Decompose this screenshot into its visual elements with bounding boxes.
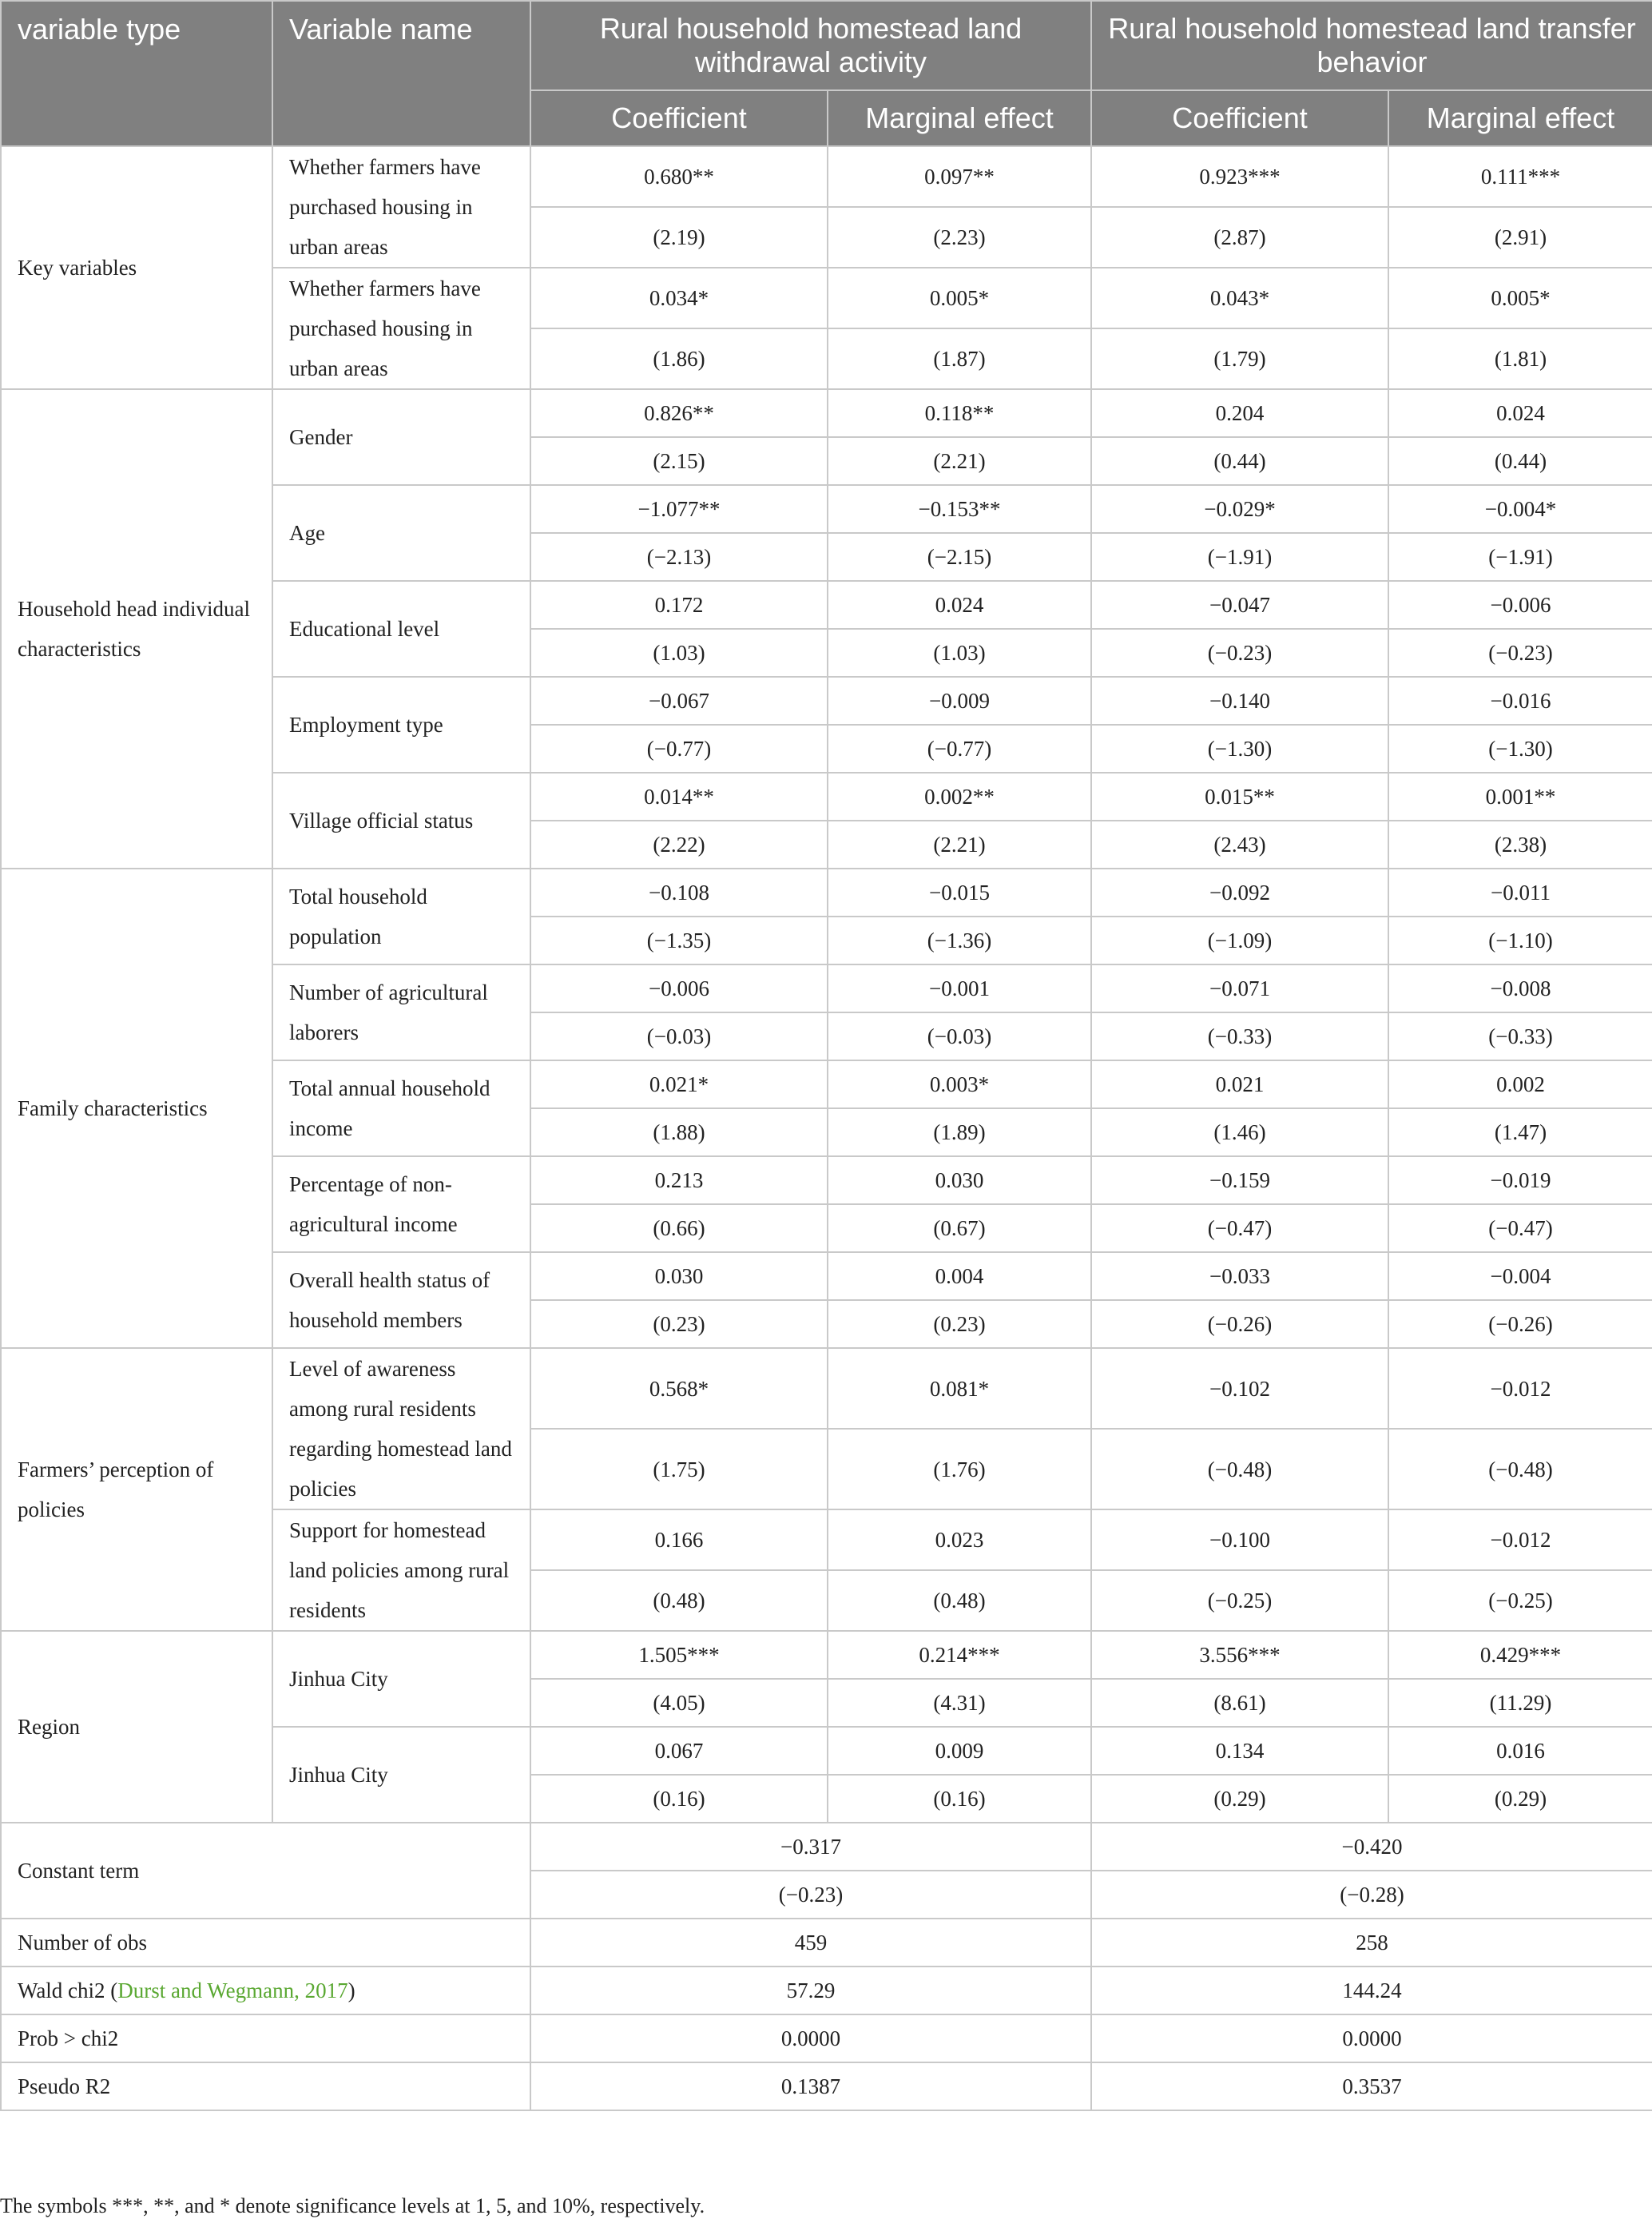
estimate-cell: −0.100 — [1091, 1509, 1388, 1570]
t-statistic-cell: (1.75) — [530, 1429, 828, 1509]
estimate-cell: −0.012 — [1388, 1509, 1652, 1570]
t-statistic-cell: (1.03) — [828, 629, 1091, 677]
t-statistic-cell: (−0.33) — [1091, 1012, 1388, 1060]
estimate-cell: −0.153** — [828, 485, 1091, 533]
estimate-cell: 0.024 — [828, 581, 1091, 629]
variable-name-cell: Whether farmers have purchased housing in urban areas — [272, 268, 530, 389]
t-statistic-cell: (2.43) — [1091, 821, 1388, 869]
constant-t-cell: (−0.23) — [530, 1871, 1091, 1919]
variable-name-cell: Age — [272, 485, 530, 581]
estimate-cell: 0.204 — [1091, 389, 1388, 437]
estimate-cell: −0.004* — [1388, 485, 1652, 533]
estimate-cell: −0.006 — [530, 964, 828, 1012]
stat-value-cell: 0.0000 — [530, 2014, 1091, 2062]
estimate-cell: 0.034* — [530, 268, 828, 328]
estimate-cell: 0.118** — [828, 389, 1091, 437]
table-row — [1, 1919, 1652, 1967]
estimate-cell: 0.001** — [1388, 773, 1652, 821]
variable-name-cell: Percentage of non-agricultural income — [272, 1156, 530, 1252]
t-statistic-cell: (1.86) — [530, 328, 828, 389]
t-statistic-cell: (−1.30) — [1091, 725, 1388, 773]
t-statistic-cell: (−1.91) — [1388, 533, 1652, 581]
estimate-cell: −0.004 — [1388, 1252, 1652, 1300]
variable-type-cell: Household head individual characteristics — [1, 389, 272, 869]
variable-name-cell: Total annual household income — [272, 1060, 530, 1156]
t-statistic-cell: (−0.25) — [1388, 1570, 1652, 1631]
estimate-cell: 0.009 — [828, 1727, 1091, 1775]
stat-label-cell: Wald chi2 (Durst and Wegmann, 2017) — [1, 1967, 530, 2014]
stat-label: Number of obs — [18, 1931, 147, 1955]
variable-name-cell: Village official status — [272, 773, 530, 869]
estimate-cell: −0.001 — [828, 964, 1091, 1012]
t-statistic-cell: (−2.15) — [828, 533, 1091, 581]
t-statistic-cell: (0.66) — [530, 1204, 828, 1252]
estimate-cell: 3.556*** — [1091, 1631, 1388, 1679]
estimate-cell: −0.008 — [1388, 964, 1652, 1012]
t-statistic-cell: (−1.09) — [1091, 917, 1388, 964]
table-row — [1, 869, 1652, 917]
t-statistic-cell: (0.23) — [530, 1300, 828, 1348]
stat-label: Pseudo R2 — [18, 2074, 111, 2098]
estimate-cell: 0.826** — [530, 389, 828, 437]
t-statistic-cell: (−0.77) — [530, 725, 828, 773]
t-statistic-cell: (2.15) — [530, 437, 828, 485]
estimate-cell: −0.047 — [1091, 581, 1388, 629]
t-statistic-cell: (−0.23) — [1091, 629, 1388, 677]
header-coefficient: Coefficient — [1091, 90, 1388, 146]
t-statistic-cell: (−0.03) — [530, 1012, 828, 1060]
estimate-cell: 0.214*** — [828, 1631, 1091, 1679]
estimate-cell: 1.505*** — [530, 1631, 828, 1679]
estimate-cell: −0.102 — [1091, 1348, 1388, 1429]
estimate-cell: 0.002 — [1388, 1060, 1652, 1108]
stat-label-cell — [1, 1919, 530, 1967]
estimate-cell: −0.016 — [1388, 677, 1652, 725]
estimate-cell: −0.140 — [1091, 677, 1388, 725]
constant-value-cell: −0.420 — [1091, 1823, 1652, 1871]
stat-label-cell — [1, 2062, 530, 2110]
variable-name-cell: Level of awareness among rural residents regarding homestead land policies — [272, 1348, 530, 1509]
estimate-cell: 0.002** — [828, 773, 1091, 821]
stat-label: Prob > chi2 — [18, 2026, 119, 2050]
estimate-cell: 0.134 — [1091, 1727, 1388, 1775]
variable-type-cell: Key variables — [1, 146, 272, 389]
t-statistic-cell: (0.16) — [530, 1775, 828, 1823]
t-statistic-cell: (0.29) — [1091, 1775, 1388, 1823]
table-footnote: The symbols ***, **, and * denote significance levels at 1, 5, and 10%, respectively. — [0, 2194, 705, 2217]
estimate-cell: 0.067 — [530, 1727, 828, 1775]
estimate-cell: 0.680** — [530, 146, 828, 207]
t-statistic-cell: (0.29) — [1388, 1775, 1652, 1823]
estimate-cell: −0.011 — [1388, 869, 1652, 917]
t-statistic-cell: (1.46) — [1091, 1108, 1388, 1156]
t-statistic-cell: (1.76) — [828, 1429, 1091, 1509]
t-statistic-cell: (1.88) — [530, 1108, 828, 1156]
estimate-cell: −0.067 — [530, 677, 828, 725]
estimate-cell: −0.029* — [1091, 485, 1388, 533]
variable-name-cell: Overall health status of household members — [272, 1252, 530, 1348]
stat-label-cell — [1, 2014, 530, 2062]
table-row — [1, 2062, 1652, 2110]
t-statistic-cell: (2.21) — [828, 437, 1091, 485]
header-withdrawal-activity: Rural household homestead land withdrawal activity — [530, 1, 1091, 90]
t-statistic-cell: (−0.25) — [1091, 1570, 1388, 1631]
stat-value-cell: 0.0000 — [1091, 2014, 1652, 2062]
t-statistic-cell: (0.44) — [1091, 437, 1388, 485]
estimate-cell: 0.568* — [530, 1348, 828, 1429]
variable-name-cell: Support for homestead land policies among rural residents — [272, 1509, 530, 1631]
t-statistic-cell: (−0.26) — [1388, 1300, 1652, 1348]
t-statistic-cell: (2.21) — [828, 821, 1091, 869]
estimate-cell: 0.043* — [1091, 268, 1388, 328]
t-statistic-cell: (−0.26) — [1091, 1300, 1388, 1348]
t-statistic-cell: (11.29) — [1388, 1679, 1652, 1727]
t-statistic-cell: (0.16) — [828, 1775, 1091, 1823]
stat-value-cell: 459 — [530, 1919, 1091, 1967]
estimate-cell: 0.015** — [1091, 773, 1388, 821]
constant-value-cell: −0.317 — [530, 1823, 1091, 1871]
constant-t-cell: (−0.28) — [1091, 1871, 1652, 1919]
header-coefficient: Coefficient — [530, 90, 828, 146]
estimate-cell: 0.213 — [530, 1156, 828, 1204]
t-statistic-cell: (−0.48) — [1091, 1429, 1388, 1509]
t-statistic-cell: (2.38) — [1388, 821, 1652, 869]
estimate-cell: −0.159 — [1091, 1156, 1388, 1204]
t-statistic-cell: (1.47) — [1388, 1108, 1652, 1156]
t-statistic-cell: (−2.13) — [530, 533, 828, 581]
header-transfer-behavior: Rural household homestead land transfer behavior — [1091, 1, 1652, 90]
constant-term-label: Constant term — [1, 1823, 530, 1919]
t-statistic-cell: (1.81) — [1388, 328, 1652, 389]
stat-value-cell: 0.3537 — [1091, 2062, 1652, 2110]
estimate-cell: −0.108 — [530, 869, 828, 917]
estimate-cell: 0.097** — [828, 146, 1091, 207]
table-row — [1, 1967, 1652, 2014]
table-row — [1, 389, 1652, 437]
t-statistic-cell: (0.44) — [1388, 437, 1652, 485]
estimate-cell: 0.014** — [530, 773, 828, 821]
stat-value-cell: 0.1387 — [530, 2062, 1091, 2110]
estimate-cell: 0.005* — [828, 268, 1091, 328]
t-statistic-cell: (−0.03) — [828, 1012, 1091, 1060]
variable-name-cell: Gender — [272, 389, 530, 485]
stat-label: Wald chi2 — [18, 1978, 105, 2002]
variable-name-cell: Whether farmers have purchased housing in urban areas — [272, 146, 530, 268]
variable-name-cell: Total household population — [272, 869, 530, 964]
estimate-cell: −0.015 — [828, 869, 1091, 917]
estimate-cell: 0.166 — [530, 1509, 828, 1570]
estimate-cell: −0.071 — [1091, 964, 1388, 1012]
header-variable-name: Variable name — [272, 1, 530, 146]
estimate-cell: 0.024 — [1388, 389, 1652, 437]
estimate-cell: −0.019 — [1388, 1156, 1652, 1204]
t-statistic-cell: (−1.10) — [1388, 917, 1652, 964]
estimate-cell: 0.021 — [1091, 1060, 1388, 1108]
t-statistic-cell: (−0.77) — [828, 725, 1091, 773]
estimate-cell: −0.006 — [1388, 581, 1652, 629]
t-statistic-cell: (−1.91) — [1091, 533, 1388, 581]
estimate-cell: 0.111*** — [1388, 146, 1652, 207]
estimate-cell: −0.009 — [828, 677, 1091, 725]
variable-name-cell: Educational level — [272, 581, 530, 677]
header-variable-type: variable type — [1, 1, 272, 146]
variable-name-cell: Jinhua City — [272, 1727, 530, 1823]
variable-name-cell: Jinhua City — [272, 1631, 530, 1727]
t-statistic-cell: (−1.30) — [1388, 725, 1652, 773]
t-statistic-cell: (8.61) — [1091, 1679, 1388, 1727]
t-statistic-cell: (−0.23) — [1388, 629, 1652, 677]
estimate-cell: 0.429*** — [1388, 1631, 1652, 1679]
citation-link[interactable]: Durst and Wegmann, 2017 — [117, 1978, 348, 2002]
stat-value-cell: 57.29 — [530, 1967, 1091, 2014]
estimate-cell: 0.004 — [828, 1252, 1091, 1300]
estimate-cell: 0.923*** — [1091, 146, 1388, 207]
t-statistic-cell: (1.03) — [530, 629, 828, 677]
t-statistic-cell: (−0.33) — [1388, 1012, 1652, 1060]
header-marginal-effect: Marginal effect — [828, 90, 1091, 146]
estimate-cell: 0.081* — [828, 1348, 1091, 1429]
t-statistic-cell: (−0.47) — [1388, 1204, 1652, 1252]
table-row — [1, 146, 1652, 207]
header-marginal-effect: Marginal effect — [1388, 90, 1652, 146]
t-statistic-cell: (2.23) — [828, 207, 1091, 268]
estimate-cell: −1.077** — [530, 485, 828, 533]
estimate-cell: −0.033 — [1091, 1252, 1388, 1300]
t-statistic-cell: (−1.35) — [530, 917, 828, 964]
estimate-cell: 0.005* — [1388, 268, 1652, 328]
t-statistic-cell: (4.31) — [828, 1679, 1091, 1727]
estimate-cell: 0.023 — [828, 1509, 1091, 1570]
t-statistic-cell: (1.79) — [1091, 328, 1388, 389]
estimate-cell: 0.003* — [828, 1060, 1091, 1108]
t-statistic-cell: (0.23) — [828, 1300, 1091, 1348]
estimate-cell: −0.012 — [1388, 1348, 1652, 1429]
t-statistic-cell: (0.67) — [828, 1204, 1091, 1252]
estimate-cell: 0.030 — [828, 1156, 1091, 1204]
t-statistic-cell: (−0.48) — [1388, 1429, 1652, 1509]
t-statistic-cell: (2.22) — [530, 821, 828, 869]
estimate-cell: 0.021* — [530, 1060, 828, 1108]
stat-value-cell: 144.24 — [1091, 1967, 1652, 2014]
table-row — [1, 2014, 1652, 2062]
t-statistic-cell: (2.91) — [1388, 207, 1652, 268]
variable-type-cell: Farmers’ perception of policies — [1, 1348, 272, 1631]
table-header — [1, 1, 1652, 146]
estimate-cell: −0.092 — [1091, 869, 1388, 917]
t-statistic-cell: (2.19) — [530, 207, 828, 268]
t-statistic-cell: (4.05) — [530, 1679, 828, 1727]
table-row — [1, 1631, 1652, 1679]
t-statistic-cell: (1.89) — [828, 1108, 1091, 1156]
t-statistic-cell: (−0.47) — [1091, 1204, 1388, 1252]
t-statistic-cell: (0.48) — [828, 1570, 1091, 1631]
variable-type-cell: Region — [1, 1631, 272, 1823]
table-body — [1, 146, 1652, 2110]
t-statistic-cell: (2.87) — [1091, 207, 1388, 268]
variable-name-cell: Employment type — [272, 677, 530, 773]
estimate-cell: 0.030 — [530, 1252, 828, 1300]
t-statistic-cell: (0.48) — [530, 1570, 828, 1631]
stat-value-cell: 258 — [1091, 1919, 1652, 1967]
estimate-cell: 0.172 — [530, 581, 828, 629]
t-statistic-cell: (−1.36) — [828, 917, 1091, 964]
variable-name-cell: Number of agricultural laborers — [272, 964, 530, 1060]
t-statistic-cell: (1.87) — [828, 328, 1091, 389]
table-row — [1, 1823, 1652, 1871]
variable-type-cell: Family characteristics — [1, 869, 272, 1348]
estimate-cell: 0.016 — [1388, 1727, 1652, 1775]
table-row — [1, 1348, 1652, 1429]
